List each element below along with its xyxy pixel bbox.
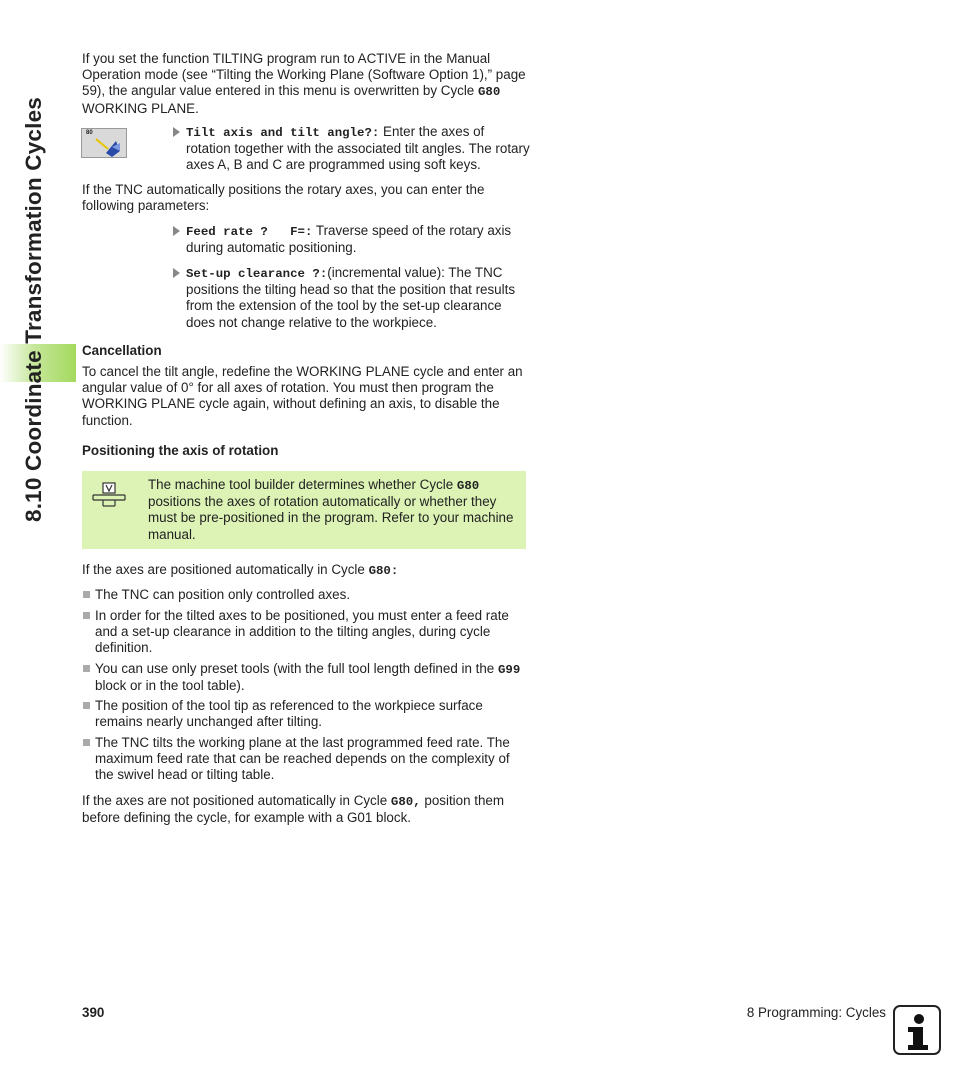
bullet-square-icon xyxy=(83,665,90,672)
softkey-label: 80 xyxy=(86,130,93,136)
list-item: The position of the tool tip as referenced to the workpiece surface remains nearly unchanged after tilting. xyxy=(82,698,528,730)
info-icon xyxy=(893,1005,941,1055)
machine-note-box xyxy=(82,471,526,549)
param-setup-clearance: Set-up clearance ?:(incremental value): The TNC positions the tilting head so that the position that results from the extension of the tool by the set-up clearance does not change relative to the workpiece. xyxy=(186,265,531,331)
list-item: The TNC can position only controlled axes. xyxy=(82,587,528,603)
machine-note-text: The machine tool builder determines whether Cycle G80 positions the axes of rotation automatically or whether they must be pre-positioned in the program. Refer to your machine manual. xyxy=(148,477,514,542)
list-item: You can use only preset tools (with the full tool length defined in the G99 block or in the tool table). xyxy=(82,661,528,694)
intro-paragraph: If you set the function TILTING program run to ACTIVE in the Manual Operation mode (see “Tilting the Working Plane (Software Option 1),” page 59), the angular value entered in this menu is overwritten by Cycle G80 WORKING PLANE. xyxy=(82,51,526,116)
tilt-softkey-icon xyxy=(81,128,127,158)
list-item: The TNC tilts the working plane at the last programmed feed rate. The maximum feed rate that can be reached depends on the complexity of the swivel head or tilting table. xyxy=(82,735,528,784)
cancellation-paragraph: To cancel the tilt angle, redefine the WORKING PLANE cycle and enter an angular value of 0° for all axes of rotation. You must then program the WORKING PLANE cycle again, without defining an axis, to disable the function. xyxy=(82,364,523,428)
footer-chapter: 8 Programming: Cycles xyxy=(746,1005,886,1020)
bullet-square-icon xyxy=(83,739,90,746)
not-auto-paragraph: If the axes are not positioned automatically in Cycle G80, position them before defining the cycle, for example with a G01 block. xyxy=(82,793,505,826)
cancellation-heading: Cancellation xyxy=(82,343,162,358)
positioning-heading: Positioning the axis of rotation xyxy=(82,443,279,458)
param-tilt-axis: Tilt axis and tilt angle?: Enter the axes of rotation together with the associated tilt angles. The rotary axes A, B and C are programmed using soft keys. xyxy=(186,124,531,174)
arrow-right-icon xyxy=(173,226,180,236)
list-item: In order for the tilted axes to be positioned, you must enter a feed rate and a set-up clearance in addition to the tilting angles, during cycle definition. xyxy=(82,608,528,657)
auto-intro-paragraph: If the TNC automatically positions the rotary axes, you can enter the following parameters: xyxy=(82,182,485,214)
chapter-title: 8.10 Coordinate Transformation Cycles xyxy=(21,96,46,522)
bullet-square-icon xyxy=(83,591,90,598)
auto-positioned-paragraph: If the axes are positioned automatically in Cycle G80: xyxy=(82,562,399,578)
bullet-square-icon xyxy=(83,702,90,709)
page-number: 390 xyxy=(82,1005,105,1020)
machine-tool-icon xyxy=(92,482,126,508)
chapter-sidebar xyxy=(0,0,80,530)
bullet-square-icon xyxy=(83,612,90,619)
arrow-right-icon xyxy=(173,127,180,137)
param-feed-rate: Feed rate ? F=: Traverse speed of the rotary axis during automatic positioning. xyxy=(186,223,531,256)
arrow-right-icon xyxy=(173,268,180,278)
